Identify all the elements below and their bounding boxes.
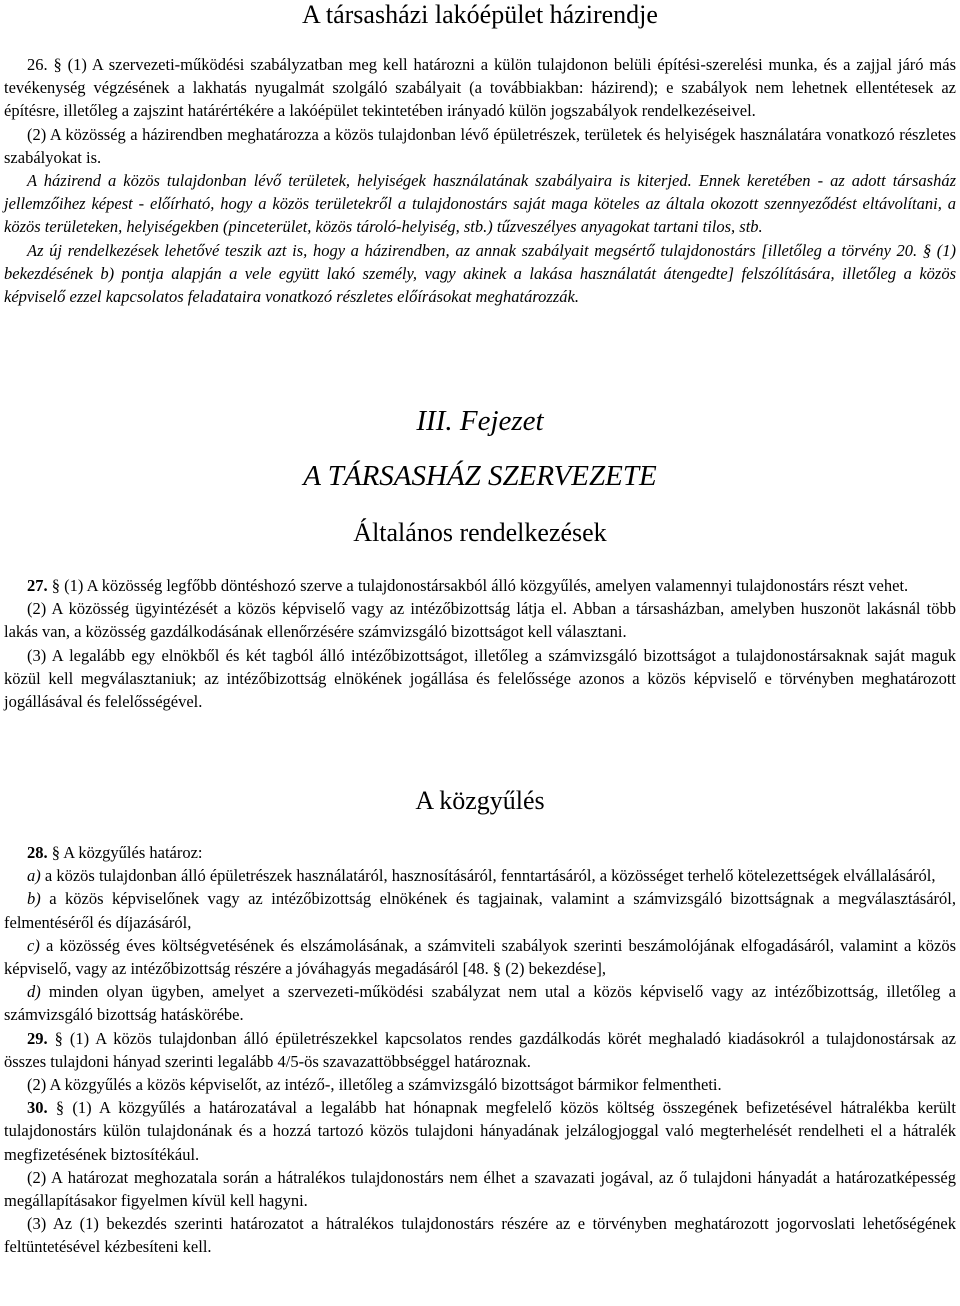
subheading-general-assembly: A közgyűlés [415, 786, 545, 815]
section-number: 26. [27, 55, 48, 74]
section-27-paragraph-1: 27. § (1) A közösség legfőbb döntéshozó szerve a tulajdonostársakból álló közgyűlés, amelyen valamennyi tulajdonostárs részt vehet. [27, 576, 909, 595]
section-30-paragraph-3: (3) Az (1) bekezdés szerinti határozatot a hátralékos tulajdonostárs részére az e törvényben meghatározott jogorvoslati lehetőségének feltüntetésével kézbesíteni kell. [4, 1214, 956, 1257]
section-number: 29. [27, 1028, 48, 1048]
section-28-item-a: a) a közös tulajdonban álló épületrészek használatáról, hasznosításáról, fenntartásáról, a közösséget terhelő kötelezettségek elvállalásáról, [27, 866, 936, 886]
section-number: 28. [27, 843, 48, 862]
section-28-intro: 28. § A közgyűlés határoz: [27, 843, 203, 862]
section-28-item-b: b) a közös képviselőnek vagy az intézőbizottság elnökének és tagjainak, valamint a számvizsgáló bizottságnak a megválasztásáról, felmentéséről és díjazásáról, [4, 889, 956, 932]
section-26 [4, 53, 956, 308]
section-27-paragraph-3: (3) A legalább egy elnökből és két tagból álló intézőbizottságot, illetőleg a számvizsgáló bizottságot a tulajdonostársaknak saját maguk közül kell megválasztaniuk; az intézőbizottság elnökének jogállása és felelőssége azonos a közös képviselő e törvényben meghatározott jogállásával és felelősségével. [4, 645, 956, 712]
section-30-paragraph-2: (2) A határozat meghozatala során a hátralékos tulajdonostárs nem élhet a szavazati jogával, az ő tulajdoni hányadát a határozatképesség megállapításakor figyelmen kívül kell hagyni. [4, 1167, 956, 1211]
section-30-paragraph-1: 30. § (1) A közgyűlés a határozatával a legalább hat hónapnak megfelelő közös költség összegének befizetésével hátralékba került tulajdonostárs külön tulajdonának és a hozzá tartozó közös tulajdoni hányadának jelzálogjoggal való megterhelését rendelheti el a hátralék megfizetésének biztosítékául. [4, 1098, 957, 1164]
document-title: A társasházi lakóépület házirendje [302, 0, 658, 29]
section-number: 30. [27, 1098, 48, 1118]
section-27 [4, 574, 956, 713]
section-26-commentary-2: Az új rendelkezések lehetővé teszik azt is, hogy a házirendben, az annak szabályait megsértő tulajdonostárs [illetőleg a törvény 20. § (1) bekezdésének b) pontja alapján a vele együtt lakó személy, vagy akinek a lakása használatát átengedte] felszólítására, illetőleg a közös képviselő ezzel kapcsolatos feladataira vonatkozó részletes előírásokat meghatározzák. [4, 240, 956, 307]
section-29-paragraph-2: (2) A közgyűlés a közös képviselőt, az intéző-, illetőleg a számvizsgáló bizottságot bármikor felmentheti. [27, 1075, 722, 1095]
section-sign: § [54, 1028, 63, 1048]
section-28-item-c: c) a közösség éves költségvetésének és elszámolásának, a számviteli szabályok szerinti beszámolójának elfogadásáról, valamint a közös képviselő, vagy az intézőbizottság részére a jóváhagyás megadásáról [48. § (2) bekezdése], [4, 935, 956, 979]
section-26-paragraph-1: 26. § (1) A szervezeti-működési szabályzatban meg kell határozni a külön tulajdonon belüli építési-szerelési munka, és a zajjal járó más tevékenység végzésének a lakhatás nyugalmát szolgáló szabályait (a továbbiakban: házirend); e szabályok nem lehetnek ellentétesek az építésre, illetőleg a zajszint határértékére a lakóépület tekintetében irányadó külön jogszabályok rendelkezéseivel. [4, 55, 956, 121]
section-number: 27. [27, 576, 48, 595]
section-29-paragraph-1: 29. § (1) A közös tulajdonban álló épületrészekkel kapcsolatos rendes gazdálkodás körét meghaladó kiadásokról a tulajdonostársak az összes tulajdoni hányad szerinti legalább 4/5-ös szavazattöbbséggel határoznak. [4, 1028, 957, 1071]
part-heading: A TÁRSASHÁZ SZERVEZETE [303, 460, 657, 492]
section-28-item-d: d) minden olyan ügyben, amelyet a szervezeti-működési szabályzat nem utal a közös képviselő vagy az intézőbizottság, illetőleg a számvizsgáló bizottság hatáskörébe. [4, 982, 956, 1025]
section-26-paragraph-2: (2) A közösség a házirendben meghatározza a közös tulajdonban lévő épületrészek, területek és helyiségek használatára vonatkozó részletes szabályokat is. [4, 124, 956, 167]
section-sign: § [51, 576, 60, 595]
section-sign: § [51, 843, 60, 862]
subheading-general-provisions: Általános rendelkezések [353, 518, 607, 547]
section-sign: § [55, 1098, 65, 1118]
section-28 [4, 841, 956, 1259]
section-sign: § [53, 55, 62, 74]
section-27-paragraph-2: (2) A közösség ügyintézését a közös képviselő vagy az intézőbizottság látja el. Abban a társasházban, amelyben huszonöt lakásnál több lakás van, a közösség gazdálkodásának ellenőrzésére számvizsgáló bizottságot kell választani. [4, 599, 956, 642]
section-26-commentary-1: A házirend a közös tulajdonban lévő területek, helyiségek használatának szabályaira is kiterjed. Ennek keretében - az adott társasház jellemzőihez képest - előírható, hogy a közös területekről a tulajdonostárs saját maga köteles az általa okozott szennyeződést eltávolítani, a közös területeken, helyiségekben (pinceterület, közös tároló-helyiség, stb.) tűzveszélyes anyagokat tartani tilos, stb. [4, 171, 956, 237]
chapter-heading: III. Fejezet [416, 405, 544, 437]
